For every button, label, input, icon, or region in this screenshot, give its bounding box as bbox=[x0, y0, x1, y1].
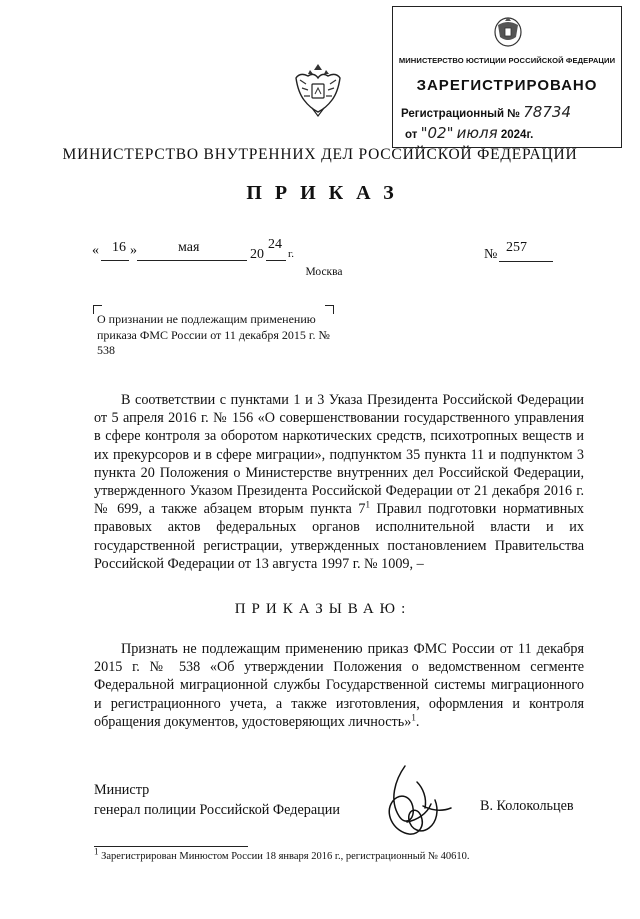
order-year-prefix: 20 bbox=[250, 247, 264, 262]
signatory-title-line2: генерал полиции Российской Федерации bbox=[94, 802, 340, 818]
city: Москва bbox=[305, 266, 343, 278]
order-text-tail: . bbox=[415, 713, 420, 730]
ministry-title: МИНИСТЕРСТВО ВНУТРЕННИХ ДЕЛ РОССИЙСКОЙ ФЕДЕРАЦИИ bbox=[62, 146, 578, 163]
stamp-date-day: "02" bbox=[420, 124, 454, 142]
order-year-suffix: 24 bbox=[268, 237, 282, 252]
order-number: 257 bbox=[506, 240, 527, 255]
quote-close: » bbox=[130, 243, 137, 258]
preamble-text: В соответствии с пунктами 1 и 3 Указа Президента Российской Федерации от 5 апреля 2016 г. № 156 «О совершенствовании государственного управления в сфере контроля за оборотом наркотических средств, психотропных веществ и их прекурсоров и в сфере миграции», подпунктом 35 пункта 11 и подпунктом 3 пункта 20 Положения о Министерстве внутренних дел Российской Федерации, утвержденного Указом Президента Российской Федерации от 21 декабря 2016 г. № 699, а также абзацем вторым пункта 7 bbox=[94, 392, 584, 518]
order-subject: О признании не подлежащим применению приказа ФМС России от 11 декабря 2015 г. № 538 bbox=[97, 312, 330, 357]
stamp-reg-label: Регистрационный № bbox=[401, 108, 521, 120]
stamp-date bbox=[405, 124, 533, 142]
order-paragraph bbox=[94, 640, 584, 731]
stamp-status: ЗАРЕГИСТРИРОВАНО bbox=[416, 77, 598, 94]
signatory-name: В. Колокольцев bbox=[480, 798, 574, 814]
stamp-date-month: июля bbox=[456, 124, 498, 142]
footnote-ref: 1 bbox=[365, 499, 370, 510]
quote-open: « bbox=[92, 243, 99, 258]
handwritten-signature bbox=[377, 762, 467, 844]
footnote-divider bbox=[94, 846, 248, 847]
stamp-registration-number bbox=[401, 103, 571, 121]
footnote bbox=[94, 846, 470, 862]
stamp-ministry: МИНИСТЕРСТВО ЮСТИЦИИ РОССИЙСКОЙ ФЕДЕРАЦИИ bbox=[398, 56, 616, 65]
stamp-date-year: 2024 bbox=[500, 129, 527, 141]
preamble-text-tail: Правил подготовки нормативных правовых актов федеральных органов исполнительной власти и их государственной регистрации, утвержденных постановлением Правительства Российской Федерации от 13 августа 1997 г. № 1009, – bbox=[94, 501, 584, 572]
document-type: ПРИКАЗ bbox=[246, 182, 407, 204]
footnote-mark: 1 bbox=[94, 846, 99, 857]
order-year-unit: г. bbox=[288, 248, 295, 260]
stamp-reg-number: 78734 bbox=[523, 103, 571, 121]
order-month: мая bbox=[178, 240, 200, 255]
registration-stamp bbox=[392, 6, 622, 148]
preamble-paragraph bbox=[94, 391, 584, 573]
stamp-date-suffix: г. bbox=[526, 129, 534, 141]
footnote-text: Зарегистрирован Минюстом России 18 января 2016 г., регистрационный № 40610. bbox=[98, 851, 470, 862]
order-day: 16 bbox=[112, 240, 126, 255]
order-word: ПРИКАЗЫВАЮ: bbox=[234, 601, 412, 617]
stamp-date-prefix: от bbox=[405, 129, 418, 141]
footnote-ref: 1 bbox=[411, 712, 416, 723]
coat-of-arms-icon bbox=[290, 62, 346, 120]
signatory-title-line1: Министр bbox=[94, 782, 150, 798]
order-number-sign: № bbox=[484, 247, 498, 262]
order-text: Признать не подлежащим применению приказ ФМС России от 11 декабря 2015 г. № 538 «Об утверждении Положения о ведомственном сегменте Федеральной миграционной службы Государственной системы миграционного и регистрационного учета, а также изготовления, оформления и контроля обращения документов, удостоверяющих личность» bbox=[94, 641, 584, 730]
signatory-title bbox=[94, 780, 340, 820]
coat-of-arms-icon bbox=[488, 11, 528, 51]
